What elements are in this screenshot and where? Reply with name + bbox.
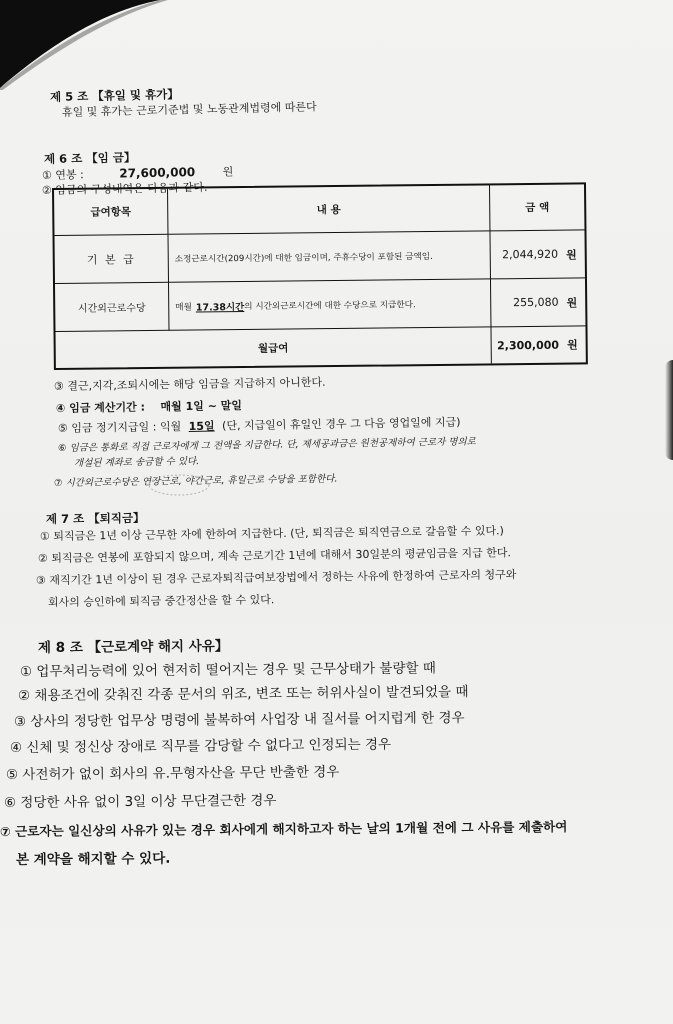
wage-item5-prefix: ⑤ 임금 정기지급일 : 익월 [57, 420, 182, 435]
content-prefix: 매월 [175, 302, 192, 313]
wage-item5-day: 15일 [188, 419, 215, 433]
termination-item: ② 채용조건에 갖춰진 각종 문서의 위조, 변조 또는 허위사실이 발견되었을 때 [17, 684, 469, 704]
page-edge-shadow [665, 360, 673, 460]
wage-item5-suffix: (단, 지급일이 휴일인 경우 그 다음 영업일에 지급) [221, 415, 461, 433]
amount-unit: 원 [566, 296, 578, 310]
table-total-amount [491, 326, 585, 363]
content-suffix: 의 시간외근로시간에 대한 수당으로 지급한다. [244, 299, 416, 312]
termination-item: ④ 신체 및 정신상 장애로 직무를 감당할 수 없다고 인정되는 경우 [9, 736, 392, 756]
termination-item7-line2: 본 계약을 해지할 수 있다. [15, 850, 171, 868]
table-row-item: 시간외근로수당 [55, 283, 169, 332]
table-total-label: 월급여 [56, 327, 492, 368]
wage-item3: ③ 결근,지각,조퇴시에는 해당 임금을 지급하지 아니한다. [53, 375, 326, 393]
salary-label: ① 연봉 : [41, 168, 84, 182]
table-header-content: 내 용 [168, 185, 490, 234]
article6-heading: 제 6 조 【임 금】 [43, 150, 136, 166]
article8-heading: 제 8 조 【근로계약 해지 사유】 [37, 638, 229, 656]
salary-value: 27,600,000 [119, 165, 196, 181]
amount-value: 255,080 [513, 295, 559, 310]
severance-item2: ② 퇴직금은 연봉에 포함되지 않으며, 계속 근로기간 1년에 대해서 30일분의 평균임금을 지급 한다. [37, 546, 512, 565]
wage-item6-line2: 개설된 계좌로 송금할 수 있다. [73, 456, 200, 469]
table-row-item: 기 본 급 [55, 235, 169, 284]
table-row-content: 소정근로시간(209시간)에 대한 임금이며, 주휴수당이 포함된 금액임. [168, 231, 490, 282]
termination-item: ③ 상사의 정당한 업무상 명령에 불복하여 사업장 내 질서를 어지럽게 한 경우 [13, 710, 465, 730]
severance-item3-line2: 회사의 승인하에 퇴직금 중간정산을 할 수 있다. [47, 593, 275, 609]
total-value: 2,300,000 [497, 338, 560, 352]
termination-item: ① 업무처리능력에 있어 현저히 떨어지는 경우 및 근무상태가 불량할 때 [19, 660, 436, 680]
wage-item4 [56, 399, 242, 416]
wage-table [52, 182, 588, 370]
amount-value: 2,044,920 [502, 247, 559, 262]
severance-item3-line1: ③ 재직기간 1년 이상이 된 경우 근로자퇴직급여보장법에서 정하는 사유에 한정하여 근로자의 청구와 [35, 568, 517, 587]
stamp-smudge [146, 472, 212, 498]
amount-unit: 원 [566, 248, 577, 262]
wage-item4-label: ④ 임금 계산기간 : [55, 400, 146, 415]
table-row-content [169, 279, 491, 330]
article5-heading: 제 5 조 【휴일 및 휴가】 [49, 87, 179, 104]
table-header-item: 급여항목 [54, 189, 168, 236]
wage-item4-value: 매월 1일 ~ 말일 [160, 399, 243, 414]
table-header-amount: 금 액 [490, 184, 584, 231]
page-corner-shadow [0, 0, 170, 90]
total-unit: 원 [566, 338, 578, 352]
wage-item5 [58, 416, 461, 436]
severance-item1: ① 퇴직금은 1년 이상 근무한 자에 한하여 지급한다. (단, 퇴직금은 퇴직연금으로 갈음할 수 있다.) [39, 524, 504, 543]
wage-item7: ⑦ 시간외근로수당은 연장근로, 야간근로, 휴일근로 수당을 포함한다. [53, 473, 338, 489]
termination-item: ⑥ 정당한 사유 없이 3일 이상 무단결근한 경우 [3, 792, 277, 811]
table-row-amount [491, 278, 585, 327]
termination-item: ⑤ 사전허가 없이 회사의 유.무형자산을 무단 반출한 경우 [5, 764, 340, 783]
termination-item7-line1: ⑦ 근로자는 일신상의 사유가 있는 경우 회사에게 해지하고자 하는 날의 1개월 전에 그 사유를 제출하여 [0, 819, 568, 839]
overtime-hours: 17.38시간 [195, 301, 245, 313]
salary-unit: 원 [222, 165, 234, 179]
article5-text: 휴일 및 휴가는 근로기준법 및 노동관계법령에 따른다 [61, 100, 317, 119]
wage-item6-line1: ⑥ 임금은 통화로 직접 근로자에게 그 전액을 지급한다. 단, 제세공과금은 원천공제하여 근로자 명의로 [57, 436, 476, 454]
article7-heading: 제 7 조 【퇴직금】 [45, 510, 145, 526]
table-row-amount [490, 230, 584, 279]
wage-composition-text: ② 임금의 구성내역은 다음과 같다. [41, 180, 208, 197]
